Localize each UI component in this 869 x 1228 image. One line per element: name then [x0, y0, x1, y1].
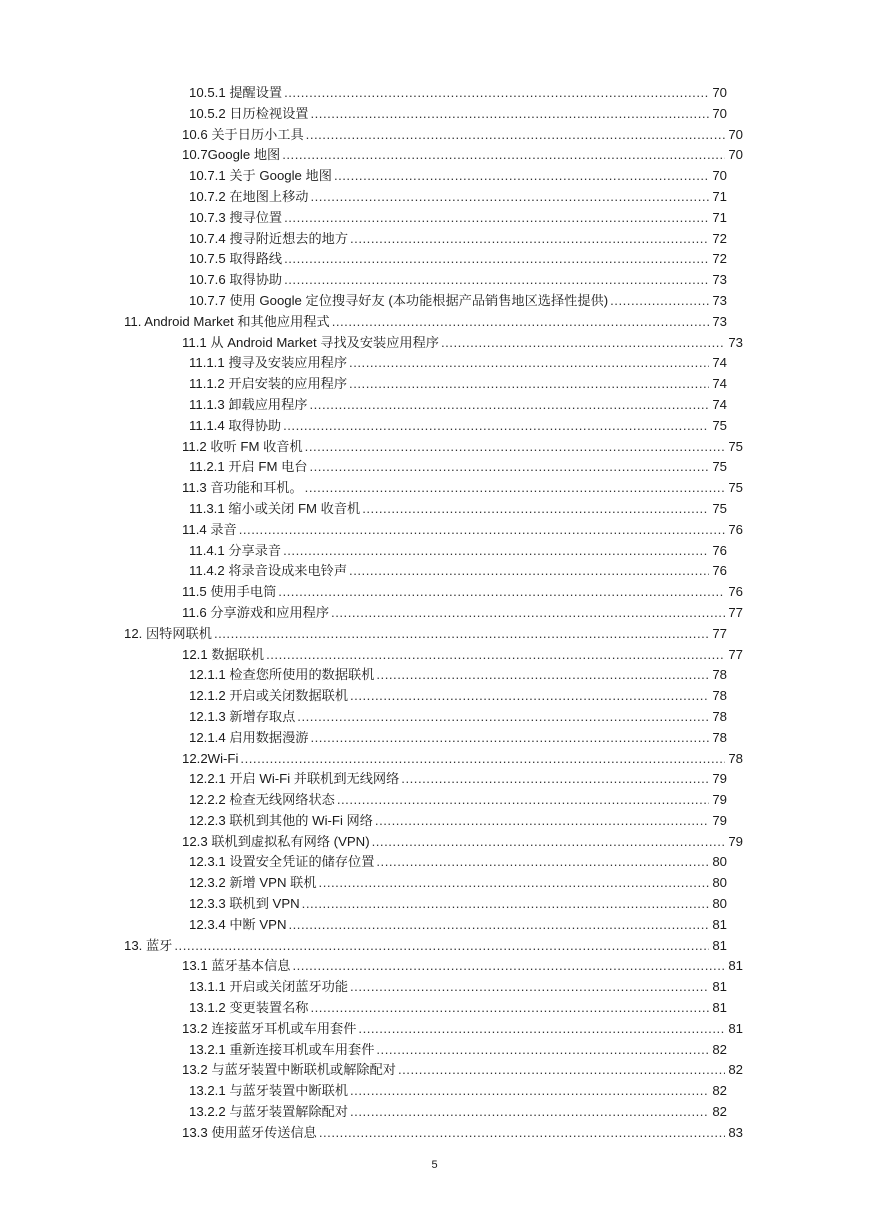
toc-entry-page: 82 — [712, 1104, 727, 1120]
toc-entry-page: 78 — [712, 708, 727, 724]
toc-entry[interactable] — [189, 1081, 727, 1102]
toc-entry-title: 12.3.2 新增 VPN 联机 — [189, 875, 317, 891]
toc-entry-page: 80 — [712, 896, 727, 912]
toc-entry-title: 10.6 关于日历小工具 — [182, 126, 304, 142]
dot-leader — [302, 894, 710, 915]
dot-leader — [305, 437, 726, 458]
dot-leader — [309, 395, 709, 416]
dot-leader — [349, 374, 709, 395]
dot-leader — [305, 478, 726, 499]
toc-entry-title: 10.7.6 取得协助 — [189, 272, 283, 288]
toc-entry-title: 11.4 录音 — [182, 521, 237, 537]
toc-entry-page: 76 — [712, 563, 727, 579]
toc-entry[interactable] — [189, 561, 727, 582]
toc-entry-page: 75 — [712, 459, 727, 475]
toc-entry-title: 12.1.4 启用数据漫游 — [189, 729, 309, 745]
toc-entry-title: 11.1.4 取得协助 — [189, 417, 282, 433]
toc-entry-page: 81 — [728, 1020, 743, 1036]
toc-entry[interactable] — [189, 104, 727, 125]
toc-entry-title: 11.5 使用手电筒 — [182, 584, 277, 600]
table-of-contents — [0, 83, 869, 1144]
toc-entry-page: 70 — [712, 105, 727, 121]
toc-entry-page: 70 — [728, 147, 743, 163]
toc-entry-page: 72 — [712, 251, 727, 267]
toc-entry-title: 11.1.3 卸载应用程序 — [189, 396, 308, 412]
toc-entry-title: 13.2.1 与蓝牙装置中断联机 — [189, 1083, 349, 1099]
toc-entry-page: 78 — [712, 667, 727, 683]
toc-entry-page: 73 — [728, 334, 743, 350]
toc-entry-title: 12.3.1 设置安全凭证的储存位置 — [189, 854, 375, 870]
toc-entry[interactable] — [182, 1019, 743, 1040]
toc-entry-page: 79 — [712, 812, 727, 828]
dot-leader — [350, 1102, 709, 1123]
toc-entry-page: 75 — [728, 438, 743, 454]
dot-leader — [350, 1081, 709, 1102]
toc-entry[interactable] — [189, 416, 727, 437]
toc-entry-page: 81 — [712, 979, 727, 995]
toc-entry-page: 73 — [712, 313, 727, 329]
toc-entry-title: 11.2.1 开启 FM 电台 — [189, 459, 308, 475]
toc-entry-title: 12.2.3 联机到其他的 Wi-Fi 网络 — [189, 812, 373, 828]
toc-entry-title: 11.1.2 开启安装的应用程序 — [189, 376, 348, 392]
dot-leader — [337, 790, 710, 811]
dot-leader — [319, 873, 710, 894]
toc-entry-page: 75 — [728, 480, 743, 496]
dot-leader — [283, 416, 709, 437]
toc-entry[interactable] — [124, 936, 727, 957]
toc-entry-page: 75 — [712, 417, 727, 433]
toc-entry-page: 76 — [728, 521, 743, 537]
dot-leader — [310, 998, 709, 1019]
toc-entry[interactable] — [189, 166, 727, 187]
dot-leader — [372, 832, 726, 853]
toc-entry[interactable] — [189, 208, 727, 229]
toc-entry-title: 10.7.3 搜寻位置 — [189, 209, 283, 225]
toc-entry[interactable] — [182, 645, 743, 666]
dot-leader — [332, 312, 710, 333]
toc-entry-page: 83 — [728, 1124, 743, 1140]
toc-entry-title: 10.7.1 关于 Google 地图 — [189, 168, 332, 184]
toc-entry-title: 11.4.2 将录音设成来电铃声 — [189, 563, 348, 579]
dot-leader — [358, 1019, 725, 1040]
toc-entry-title: 13.2 与蓝牙装置中断联机或解除配对 — [182, 1062, 396, 1078]
dot-leader — [349, 561, 709, 582]
toc-entry[interactable] — [182, 1123, 743, 1144]
toc-entry-title: 11.1.1 搜寻及安装应用程序 — [189, 355, 348, 371]
dot-leader — [282, 145, 725, 166]
toc-entry-page: 74 — [712, 355, 727, 371]
toc-entry[interactable] — [189, 873, 727, 894]
dot-leader — [610, 291, 709, 312]
dot-leader — [334, 166, 709, 187]
toc-entry-page: 78 — [712, 729, 727, 745]
toc-entry[interactable] — [189, 998, 727, 1019]
toc-entry-page: 70 — [712, 85, 727, 100]
toc-entry-page: 79 — [728, 833, 743, 849]
toc-entry-title: 13.3 使用蓝牙传送信息 — [182, 1124, 317, 1140]
dot-leader — [283, 541, 709, 562]
toc-entry-page: 75 — [712, 500, 727, 516]
dot-leader — [375, 811, 709, 832]
toc-entry[interactable] — [182, 1060, 743, 1081]
toc-entry-title: 11.3.1 缩小或关闭 FM 收音机 — [189, 500, 361, 516]
page-number: 5 — [431, 1159, 438, 1171]
toc-entry[interactable] — [189, 249, 727, 270]
toc-entry-title: 11.3 音功能和耳机。 — [182, 480, 303, 496]
toc-entry[interactable] — [182, 437, 743, 458]
dot-leader — [214, 624, 709, 645]
toc-entry-page: 77 — [728, 646, 743, 662]
toc-entry-title: 12.3.4 中断 VPN — [189, 916, 287, 932]
toc-entry[interactable] — [182, 145, 743, 166]
toc-entry[interactable] — [182, 603, 743, 624]
toc-entry-title: 13.2 连接蓝牙耳机或车用套件 — [182, 1020, 357, 1036]
toc-entry[interactable] — [189, 686, 727, 707]
toc-entry-page: 71 — [712, 209, 727, 225]
toc-entry-page: 74 — [712, 376, 727, 392]
toc-entry[interactable] — [189, 728, 727, 749]
toc-entry[interactable] — [124, 624, 727, 645]
toc-entry[interactable] — [189, 1102, 727, 1123]
toc-entry-page: 73 — [712, 292, 727, 308]
dot-leader — [398, 1060, 725, 1081]
toc-entry-title: 13.2.1 重新连接耳机或车用套件 — [189, 1041, 375, 1057]
toc-entry-title: 12.3 联机到虚拟私有网络 (VPN) — [182, 833, 370, 849]
toc-entry-title: 10.7.4 搜寻附近想去的地方 — [189, 230, 349, 246]
toc-entry[interactable] — [189, 769, 727, 790]
toc-entry[interactable] — [189, 811, 727, 832]
toc-entry-title: 10.7.7 使用 Google 定位搜寻好友 (本功能根据产品销售地区选择性提供) — [189, 292, 609, 308]
toc-entry-title: 12. 因特网联机 — [124, 625, 212, 641]
toc-entry-title: 12.1 数据联机 — [182, 646, 265, 662]
dot-leader — [401, 769, 709, 790]
toc-entry-page: 81 — [712, 1000, 727, 1016]
toc-entry-page: 81 — [712, 916, 727, 932]
toc-entry-page: 82 — [712, 1083, 727, 1099]
dot-leader — [284, 270, 709, 291]
toc-entry-title: 10.5.1 提醒设置 — [189, 85, 283, 100]
dot-leader — [306, 125, 726, 146]
dot-leader — [266, 645, 725, 666]
toc-entry[interactable] — [189, 291, 727, 312]
toc-entry-title: 13.1.1 开启或关闭蓝牙功能 — [189, 979, 349, 995]
dot-leader — [240, 749, 725, 770]
dot-leader — [441, 333, 725, 354]
toc-entry-page: 81 — [712, 937, 727, 953]
dot-leader — [284, 249, 709, 270]
toc-entry[interactable] — [189, 707, 727, 728]
toc-entry-title: 10.7.2 在地图上移动 — [189, 188, 309, 204]
toc-entry-title: 12.3.3 联机到 VPN — [189, 896, 300, 912]
toc-entry-page: 81 — [728, 958, 743, 974]
toc-entry[interactable] — [189, 1040, 727, 1061]
toc-entry[interactable] — [189, 499, 727, 520]
toc-entry-page: 76 — [712, 542, 727, 558]
dot-leader — [376, 852, 709, 873]
toc-entry[interactable] — [182, 520, 743, 541]
dot-leader — [310, 104, 709, 125]
toc-entry[interactable] — [189, 353, 727, 374]
toc-entry-page: 70 — [728, 126, 743, 142]
dot-leader — [349, 353, 709, 374]
toc-entry-title: 10.5.2 日历检视设置 — [189, 105, 309, 121]
dot-leader — [284, 83, 709, 104]
toc-entry-page: 74 — [712, 396, 727, 412]
toc-entry-title: 12.1.2 开启或关闭数据联机 — [189, 688, 349, 704]
dot-leader — [319, 1123, 725, 1144]
toc-entry-title: 11.6 分享游戏和应用程序 — [182, 604, 330, 620]
toc-entry-title: 12.2.1 开启 Wi-Fi 并联机到无线网络 — [189, 771, 400, 787]
toc-entry-title: 11.2 收听 FM 收音机 — [182, 438, 303, 454]
toc-entry-title: 13.1 蓝牙基本信息 — [182, 958, 291, 974]
toc-entry-page: 71 — [712, 188, 727, 204]
toc-entry-page: 79 — [712, 792, 727, 808]
toc-entry-title: 11.4.1 分享录音 — [189, 542, 282, 558]
toc-entry-page: 77 — [728, 604, 743, 620]
toc-entry-page: 80 — [712, 854, 727, 870]
toc-entry-title: 12.1.1 检查您所使用的数据联机 — [189, 667, 375, 683]
toc-entry-title: 13.2.2 与蓝牙装置解除配对 — [189, 1104, 349, 1120]
dot-leader — [350, 686, 709, 707]
dot-leader — [174, 936, 709, 957]
toc-entry[interactable] — [189, 915, 727, 936]
toc-entry-page: 73 — [712, 272, 727, 288]
toc-entry[interactable] — [189, 894, 727, 915]
dot-leader — [350, 229, 709, 250]
toc-entry[interactable] — [182, 478, 743, 499]
toc-entry[interactable] — [189, 457, 727, 478]
dot-leader — [362, 499, 709, 520]
toc-entry[interactable] — [189, 270, 727, 291]
toc-entry-page: 72 — [712, 230, 727, 246]
dot-leader — [288, 915, 709, 936]
toc-entry-page: 80 — [712, 875, 727, 891]
dot-leader — [376, 665, 709, 686]
toc-entry[interactable] — [189, 977, 727, 998]
toc-entry[interactable] — [189, 187, 727, 208]
toc-entry-title: 12.1.3 新增存取点 — [189, 708, 296, 724]
toc-entry[interactable] — [182, 956, 743, 977]
toc-entry-page: 77 — [712, 625, 727, 641]
dot-leader — [331, 603, 725, 624]
toc-entry-title: 11. Android Market 和其他应用程式 — [124, 313, 330, 329]
dot-leader — [292, 956, 725, 977]
dot-leader — [350, 977, 709, 998]
toc-entry-title: 10.7.5 取得路线 — [189, 251, 283, 267]
dot-leader — [239, 520, 726, 541]
toc-entry[interactable] — [189, 229, 727, 250]
toc-entry[interactable] — [189, 395, 727, 416]
toc-entry[interactable] — [189, 541, 727, 562]
toc-entry-title: 12.2Wi-Fi — [182, 750, 239, 766]
dot-leader — [309, 457, 709, 478]
toc-entry-page: 82 — [712, 1041, 727, 1057]
toc-entry[interactable] — [182, 749, 743, 770]
toc-entry[interactable] — [182, 125, 743, 146]
toc-entry-title: 12.2.2 检查无线网络状态 — [189, 792, 335, 808]
dot-leader — [376, 1040, 709, 1061]
toc-entry[interactable] — [189, 374, 727, 395]
toc-entry-page: 78 — [712, 688, 727, 704]
toc-entry[interactable] — [189, 83, 727, 104]
toc-entry-page: 78 — [728, 750, 743, 766]
toc-entry[interactable] — [182, 582, 743, 603]
toc-entry-title: 13.1.2 变更装置名称 — [189, 1000, 309, 1016]
toc-entry-page: 82 — [728, 1062, 743, 1078]
toc-entry-page: 76 — [728, 584, 743, 600]
toc-entry-page: 79 — [712, 771, 727, 787]
toc-entry[interactable] — [189, 665, 727, 686]
dot-leader — [284, 208, 709, 229]
toc-entry[interactable] — [182, 832, 743, 853]
toc-entry[interactable] — [124, 312, 727, 333]
toc-entry[interactable] — [182, 333, 743, 354]
toc-entry-title: 10.7Google 地图 — [182, 147, 281, 163]
dot-leader — [278, 582, 725, 603]
dot-leader — [310, 728, 709, 749]
toc-entry-page: 70 — [712, 168, 727, 184]
toc-entry-title: 13. 蓝牙 — [124, 937, 173, 953]
dot-leader — [297, 707, 709, 728]
toc-entry[interactable] — [189, 852, 727, 873]
toc-entry[interactable] — [189, 790, 727, 811]
dot-leader — [310, 187, 709, 208]
toc-entry-title: 11.1 从 Android Market 寻找及安装应用程序 — [182, 334, 439, 350]
